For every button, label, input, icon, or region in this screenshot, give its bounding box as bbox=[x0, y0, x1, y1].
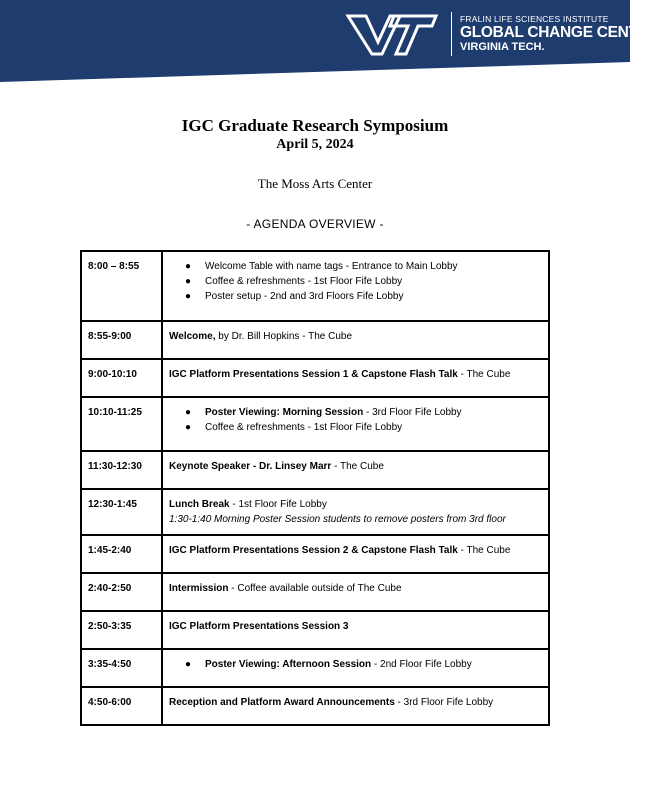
time-cell: 11:30-12:30 bbox=[81, 451, 162, 489]
agenda-table bbox=[80, 250, 550, 726]
activity-cell bbox=[162, 397, 549, 451]
time-cell: 3:35-4:50 bbox=[81, 649, 162, 687]
list-item: ● Poster Viewing: Morning Session - 3rd Floor Fife Lobby bbox=[185, 407, 462, 418]
time-cell: 2:40-2:50 bbox=[81, 573, 162, 611]
activity-cell: Reception and Platform Award Announcements - 3rd Floor Fife Lobby bbox=[162, 687, 549, 725]
org-line-2: GLOBAL CHANGE CENTER bbox=[460, 24, 659, 41]
table-row bbox=[81, 251, 549, 321]
list-item: ● Poster Viewing: Afternoon Session - 2nd Floor Fife Lobby bbox=[185, 659, 472, 670]
table-row bbox=[81, 397, 549, 451]
activity-cell: IGC Platform Presentations Session 3 bbox=[162, 611, 549, 649]
table-row bbox=[81, 573, 549, 611]
time-cell: 8:55-9:00 bbox=[81, 321, 162, 359]
table-row bbox=[81, 649, 549, 687]
time-cell: 1:45-2:40 bbox=[81, 535, 162, 573]
activity-cell: IGC Platform Presentations Session 2 & Capstone Flash Talk - The Cube bbox=[162, 535, 549, 573]
event-date: April 5, 2024 bbox=[276, 137, 354, 152]
time-cell: 2:50-3:35 bbox=[81, 611, 162, 649]
activity-cell: Intermission - Coffee available outside of The Cube bbox=[162, 573, 549, 611]
activity-cell bbox=[162, 251, 549, 321]
list-item: ● Poster setup - 2nd and 3rd Floors Fife Lobby bbox=[185, 291, 404, 302]
table-row bbox=[81, 359, 549, 397]
org-line-3: VIRGINIA TECH. bbox=[460, 41, 545, 53]
table-row bbox=[81, 489, 549, 535]
activity-cell: Keynote Speaker - Dr. Linsey Marr - The Cube bbox=[162, 451, 549, 489]
table-row bbox=[81, 535, 549, 573]
time-cell: 8:00 – 8:55 bbox=[81, 251, 162, 321]
activity-cell bbox=[162, 649, 549, 687]
vt-logo-icon bbox=[344, 12, 440, 58]
time-cell: 12:30-1:45 bbox=[81, 489, 162, 535]
table-row bbox=[81, 451, 549, 489]
time-cell: 4:50-6:00 bbox=[81, 687, 162, 725]
list-item: ● Coffee & refreshments - 1st Floor Fife Lobby bbox=[185, 276, 403, 287]
table-row bbox=[81, 611, 549, 649]
activity-cell: Welcome, by Dr. Bill Hopkins - The Cube bbox=[162, 321, 549, 359]
page-title: IGC Graduate Research Symposium bbox=[181, 116, 449, 135]
table-row bbox=[81, 321, 549, 359]
header-divider bbox=[451, 12, 452, 56]
time-cell: 9:00-10:10 bbox=[81, 359, 162, 397]
activity-cell: Lunch Break - 1st Floor Fife Lobby 1:30-1:40 Morning Poster Session students to remove posters from 3rd floor bbox=[162, 489, 549, 535]
org-name bbox=[460, 14, 659, 54]
list-item: ● Welcome Table with name tags - Entrance to Main Lobby bbox=[185, 261, 458, 272]
section-heading: - AGENDA OVERVIEW - bbox=[246, 217, 384, 231]
activity-cell: IGC Platform Presentations Session 1 & Capstone Flash Talk - The Cube bbox=[162, 359, 549, 397]
table-row bbox=[81, 687, 549, 725]
event-venue: The Moss Arts Center bbox=[257, 176, 373, 191]
agenda-note: 1:30-1:40 Morning Poster Session students to remove posters from 3rd floor bbox=[169, 514, 506, 525]
org-line-1: FRALIN LIFE SCIENCES INSTITUTE bbox=[460, 14, 609, 24]
list-item: ● Coffee & refreshments - 1st Floor Fife Lobby bbox=[185, 422, 403, 433]
time-cell: 10:10-11:25 bbox=[81, 397, 162, 451]
